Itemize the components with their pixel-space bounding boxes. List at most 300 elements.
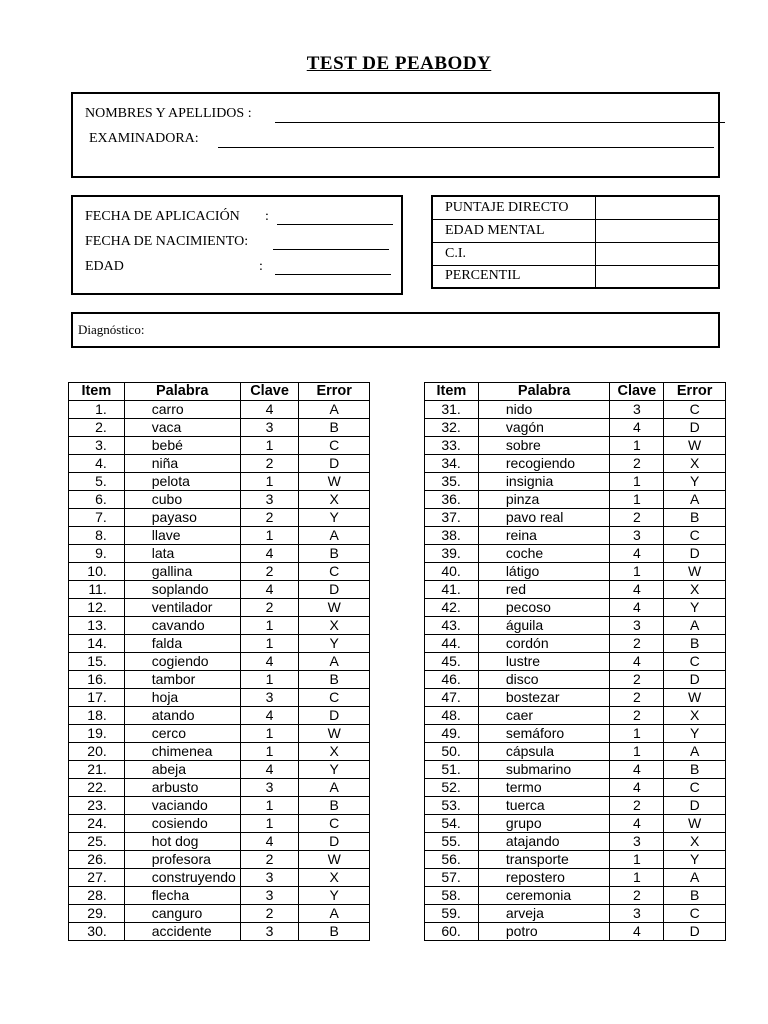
column-header-error: Error <box>664 383 726 401</box>
item-number: 46. <box>425 671 479 689</box>
table-row <box>69 905 370 923</box>
column-header-item: Item <box>69 383 125 401</box>
item-word: accidente <box>124 923 240 941</box>
item-clave: 2 <box>610 635 664 653</box>
item-clave: 4 <box>240 581 299 599</box>
item-clave: 1 <box>610 725 664 743</box>
item-clave: 4 <box>610 923 664 941</box>
item-number: 1. <box>69 401 125 419</box>
item-error: D <box>299 455 370 473</box>
item-number: 33. <box>425 437 479 455</box>
item-number: 47. <box>425 689 479 707</box>
item-error: X <box>299 491 370 509</box>
column-header-error: Error <box>299 383 370 401</box>
item-clave: 2 <box>240 563 299 581</box>
item-number: 19. <box>69 725 125 743</box>
item-error: X <box>299 869 370 887</box>
item-error: B <box>664 635 726 653</box>
table-header-row <box>69 383 370 401</box>
item-word: látigo <box>478 563 610 581</box>
item-word: carro <box>124 401 240 419</box>
item-word: vagón <box>478 419 610 437</box>
item-number: 43. <box>425 617 479 635</box>
item-clave: 3 <box>240 689 299 707</box>
score-row <box>432 265 719 288</box>
item-number: 45. <box>425 653 479 671</box>
item-clave: 1 <box>240 725 299 743</box>
item-error: A <box>299 401 370 419</box>
item-error: B <box>664 887 726 905</box>
item-clave: 3 <box>610 401 664 419</box>
item-clave: 4 <box>610 815 664 833</box>
item-word: águila <box>478 617 610 635</box>
item-clave: 3 <box>240 887 299 905</box>
table-row <box>425 617 726 635</box>
item-number: 6. <box>69 491 125 509</box>
table-row <box>425 671 726 689</box>
item-clave: 3 <box>240 779 299 797</box>
item-word: cerco <box>124 725 240 743</box>
item-clave: 4 <box>240 401 299 419</box>
item-error: B <box>299 797 370 815</box>
examinadora-label: EXAMINADORA: <box>89 131 199 146</box>
table-row <box>69 851 370 869</box>
item-number: 4. <box>69 455 125 473</box>
table-row <box>425 689 726 707</box>
table-row <box>425 563 726 581</box>
item-number: 58. <box>425 887 479 905</box>
item-clave: 1 <box>240 635 299 653</box>
item-clave: 2 <box>610 887 664 905</box>
item-clave: 4 <box>240 833 299 851</box>
item-error: C <box>664 905 726 923</box>
item-clave: 4 <box>610 419 664 437</box>
item-clave: 3 <box>240 419 299 437</box>
item-number: 27. <box>69 869 125 887</box>
item-number: 16. <box>69 671 125 689</box>
item-error: D <box>664 671 726 689</box>
item-number: 20. <box>69 743 125 761</box>
item-clave: 1 <box>610 869 664 887</box>
edad-colon: : <box>259 259 263 274</box>
item-number: 32. <box>425 419 479 437</box>
item-number: 37. <box>425 509 479 527</box>
item-word: termo <box>478 779 610 797</box>
item-word: grupo <box>478 815 610 833</box>
column-header-palabra: Palabra <box>478 383 610 401</box>
table-row <box>425 545 726 563</box>
item-word: niña <box>124 455 240 473</box>
diagnostico-label: Diagnóstico: <box>78 322 145 337</box>
table-row <box>425 725 726 743</box>
edad-input-line[interactable] <box>275 274 391 275</box>
item-word: hoja <box>124 689 240 707</box>
table-row <box>425 797 726 815</box>
table-row <box>69 509 370 527</box>
item-clave: 2 <box>240 905 299 923</box>
item-clave: 3 <box>610 617 664 635</box>
table-row <box>69 887 370 905</box>
item-clave: 4 <box>240 653 299 671</box>
table-row <box>69 671 370 689</box>
fecha-nacimiento-label: FECHA DE NACIMIENTO: <box>85 234 249 249</box>
item-error: X <box>299 617 370 635</box>
item-error: X <box>664 455 726 473</box>
item-error: B <box>299 419 370 437</box>
table-row <box>69 779 370 797</box>
item-clave: 1 <box>240 815 299 833</box>
edad-mental-value[interactable] <box>595 219 719 242</box>
column-header-clave: Clave <box>610 383 664 401</box>
item-word: lata <box>124 545 240 563</box>
item-clave: 2 <box>610 707 664 725</box>
item-number: 13. <box>69 617 125 635</box>
item-word: abeja <box>124 761 240 779</box>
item-word: tuerca <box>478 797 610 815</box>
table-row <box>69 707 370 725</box>
item-word: sobre <box>478 437 610 455</box>
item-word: profesora <box>124 851 240 869</box>
table-row <box>69 617 370 635</box>
table-row <box>425 923 726 941</box>
item-number: 51. <box>425 761 479 779</box>
fecha-nacimiento-input-line[interactable] <box>273 249 389 250</box>
item-word: ceremonia <box>478 887 610 905</box>
item-error: A <box>664 869 726 887</box>
fecha-aplicacion-input-line[interactable] <box>277 224 393 225</box>
items-table-right <box>424 382 726 941</box>
dates-box <box>71 195 403 295</box>
item-error: X <box>664 833 726 851</box>
edad-label: EDAD <box>85 259 124 274</box>
item-clave: 1 <box>240 437 299 455</box>
item-error: Y <box>299 635 370 653</box>
item-clave: 2 <box>610 455 664 473</box>
table-row <box>69 545 370 563</box>
item-word: reina <box>478 527 610 545</box>
table-row <box>69 743 370 761</box>
item-word: ventilador <box>124 599 240 617</box>
item-word: cogiendo <box>124 653 240 671</box>
item-word: arbusto <box>124 779 240 797</box>
table-row <box>425 509 726 527</box>
item-number: 30. <box>69 923 125 941</box>
item-clave: 1 <box>610 437 664 455</box>
item-error: C <box>664 401 726 419</box>
item-error: B <box>299 671 370 689</box>
item-error: C <box>664 653 726 671</box>
item-number: 52. <box>425 779 479 797</box>
puntaje-directo-value[interactable] <box>595 196 719 219</box>
item-error: A <box>664 491 726 509</box>
item-number: 36. <box>425 491 479 509</box>
item-clave: 1 <box>240 527 299 545</box>
item-error: A <box>299 905 370 923</box>
item-error: Y <box>299 509 370 527</box>
item-number: 3. <box>69 437 125 455</box>
table-row <box>425 833 726 851</box>
percentil-value[interactable] <box>595 265 719 288</box>
item-error: C <box>299 563 370 581</box>
table-row <box>425 815 726 833</box>
table-row <box>425 743 726 761</box>
item-number: 24. <box>69 815 125 833</box>
item-clave: 4 <box>610 761 664 779</box>
table-row <box>425 653 726 671</box>
item-error: X <box>664 581 726 599</box>
table-row <box>69 437 370 455</box>
table-row <box>69 869 370 887</box>
item-clave: 2 <box>240 851 299 869</box>
table-row <box>69 581 370 599</box>
table-row <box>69 419 370 437</box>
page-title: TEST DE PEABODY <box>306 53 492 74</box>
item-error: C <box>299 689 370 707</box>
item-word: pecoso <box>478 599 610 617</box>
item-number: 55. <box>425 833 479 851</box>
item-clave: 3 <box>240 923 299 941</box>
item-error: X <box>299 743 370 761</box>
item-error: W <box>299 851 370 869</box>
table-row <box>425 581 726 599</box>
item-word: transporte <box>478 851 610 869</box>
item-error: Y <box>299 887 370 905</box>
item-number: 34. <box>425 455 479 473</box>
table-row <box>69 653 370 671</box>
table-row <box>69 923 370 941</box>
score-row <box>432 219 719 242</box>
ci-value[interactable] <box>595 242 719 265</box>
item-error: W <box>664 437 726 455</box>
table-row <box>425 761 726 779</box>
item-error: Y <box>664 725 726 743</box>
item-clave: 3 <box>240 869 299 887</box>
item-clave: 1 <box>610 473 664 491</box>
item-word: atajando <box>478 833 610 851</box>
item-number: 5. <box>69 473 125 491</box>
item-number: 42. <box>425 599 479 617</box>
item-word: chimenea <box>124 743 240 761</box>
item-error: A <box>299 779 370 797</box>
column-header-clave: Clave <box>240 383 299 401</box>
table-row <box>425 851 726 869</box>
item-clave: 2 <box>240 509 299 527</box>
item-error: D <box>664 419 726 437</box>
item-clave: 1 <box>240 671 299 689</box>
nombres-input-line[interactable] <box>275 122 725 123</box>
item-word: potro <box>478 923 610 941</box>
item-word: repostero <box>478 869 610 887</box>
table-row <box>425 437 726 455</box>
item-clave: 2 <box>610 509 664 527</box>
item-error: A <box>664 617 726 635</box>
item-clave: 4 <box>610 779 664 797</box>
table-row <box>69 797 370 815</box>
item-word: submarino <box>478 761 610 779</box>
item-number: 29. <box>69 905 125 923</box>
item-clave: 3 <box>610 833 664 851</box>
item-error: D <box>299 581 370 599</box>
item-clave: 4 <box>240 545 299 563</box>
table-row <box>425 473 726 491</box>
item-clave: 2 <box>610 689 664 707</box>
item-number: 21. <box>69 761 125 779</box>
item-number: 28. <box>69 887 125 905</box>
item-error: D <box>299 833 370 851</box>
item-error: Y <box>664 473 726 491</box>
table-row <box>425 527 726 545</box>
identification-box <box>71 92 720 178</box>
table-row <box>69 761 370 779</box>
item-word: recogiendo <box>478 455 610 473</box>
table-row <box>69 689 370 707</box>
item-error: A <box>664 743 726 761</box>
item-error: D <box>299 707 370 725</box>
item-number: 59. <box>425 905 479 923</box>
item-word: tambor <box>124 671 240 689</box>
item-error: W <box>299 599 370 617</box>
item-clave: 3 <box>240 491 299 509</box>
item-clave: 4 <box>610 599 664 617</box>
item-number: 54. <box>425 815 479 833</box>
item-word: hot dog <box>124 833 240 851</box>
item-clave: 1 <box>610 491 664 509</box>
item-number: 25. <box>69 833 125 851</box>
item-clave: 1 <box>610 563 664 581</box>
item-number: 18. <box>69 707 125 725</box>
item-number: 23. <box>69 797 125 815</box>
item-clave: 4 <box>610 653 664 671</box>
examinadora-input-line[interactable] <box>218 147 714 148</box>
item-word: falda <box>124 635 240 653</box>
item-error: A <box>299 527 370 545</box>
table-row <box>69 815 370 833</box>
item-number: 60. <box>425 923 479 941</box>
item-number: 26. <box>69 851 125 869</box>
item-word: cavando <box>124 617 240 635</box>
table-row <box>69 725 370 743</box>
percentil-label: PERCENTIL <box>432 265 595 288</box>
item-number: 38. <box>425 527 479 545</box>
puntaje-directo-label: PUNTAJE DIRECTO <box>432 196 595 219</box>
item-error: D <box>664 797 726 815</box>
item-word: arveja <box>478 905 610 923</box>
item-number: 2. <box>69 419 125 437</box>
item-clave: 1 <box>610 743 664 761</box>
item-number: 35. <box>425 473 479 491</box>
item-number: 39. <box>425 545 479 563</box>
scores-table <box>431 195 720 289</box>
table-row <box>69 473 370 491</box>
item-error: Y <box>664 851 726 869</box>
item-error: W <box>664 563 726 581</box>
item-clave: 1 <box>240 797 299 815</box>
fecha-aplicacion-colon: : <box>265 209 269 224</box>
table-header-row <box>425 383 726 401</box>
item-error: Y <box>664 599 726 617</box>
item-word: cápsula <box>478 743 610 761</box>
item-clave: 1 <box>240 473 299 491</box>
column-header-palabra: Palabra <box>124 383 240 401</box>
table-row <box>69 833 370 851</box>
item-clave: 2 <box>240 599 299 617</box>
item-error: W <box>664 689 726 707</box>
item-clave: 4 <box>240 761 299 779</box>
item-word: gallina <box>124 563 240 581</box>
item-word: canguro <box>124 905 240 923</box>
item-number: 49. <box>425 725 479 743</box>
item-number: 40. <box>425 563 479 581</box>
item-error: C <box>299 815 370 833</box>
table-row <box>425 887 726 905</box>
item-word: lustre <box>478 653 610 671</box>
table-row <box>69 635 370 653</box>
item-number: 31. <box>425 401 479 419</box>
item-error: Y <box>299 761 370 779</box>
item-word: semáforo <box>478 725 610 743</box>
item-clave: 1 <box>240 617 299 635</box>
item-clave: 1 <box>240 743 299 761</box>
item-error: C <box>664 527 726 545</box>
item-number: 17. <box>69 689 125 707</box>
item-number: 7. <box>69 509 125 527</box>
item-clave: 2 <box>610 671 664 689</box>
item-number: 14. <box>69 635 125 653</box>
item-clave: 3 <box>610 905 664 923</box>
table-row <box>425 635 726 653</box>
table-row <box>425 455 726 473</box>
item-error: C <box>299 437 370 455</box>
item-word: coche <box>478 545 610 563</box>
item-clave: 4 <box>240 707 299 725</box>
item-error: C <box>664 779 726 797</box>
item-word: pelota <box>124 473 240 491</box>
item-clave: 4 <box>610 581 664 599</box>
table-row <box>425 491 726 509</box>
item-clave: 3 <box>610 527 664 545</box>
item-word: cosiendo <box>124 815 240 833</box>
item-word: payaso <box>124 509 240 527</box>
score-row <box>432 242 719 265</box>
item-number: 11. <box>69 581 125 599</box>
item-number: 50. <box>425 743 479 761</box>
item-error: W <box>664 815 726 833</box>
item-number: 9. <box>69 545 125 563</box>
diagnostico-box[interactable] <box>71 312 720 348</box>
item-word: soplando <box>124 581 240 599</box>
item-error: W <box>299 473 370 491</box>
fecha-aplicacion-label: FECHA DE APLICACIÓN <box>85 209 240 224</box>
item-number: 10. <box>69 563 125 581</box>
item-error: B <box>664 509 726 527</box>
table-row <box>425 401 726 419</box>
table-row <box>425 905 726 923</box>
item-word: construyendo <box>124 869 240 887</box>
item-word: insignia <box>478 473 610 491</box>
item-number: 15. <box>69 653 125 671</box>
item-word: flecha <box>124 887 240 905</box>
item-word: llave <box>124 527 240 545</box>
item-word: cubo <box>124 491 240 509</box>
item-word: pavo real <box>478 509 610 527</box>
item-number: 57. <box>425 869 479 887</box>
item-clave: 2 <box>240 455 299 473</box>
item-word: vaciando <box>124 797 240 815</box>
table-row <box>69 527 370 545</box>
item-word: caer <box>478 707 610 725</box>
item-clave: 4 <box>610 545 664 563</box>
item-number: 12. <box>69 599 125 617</box>
